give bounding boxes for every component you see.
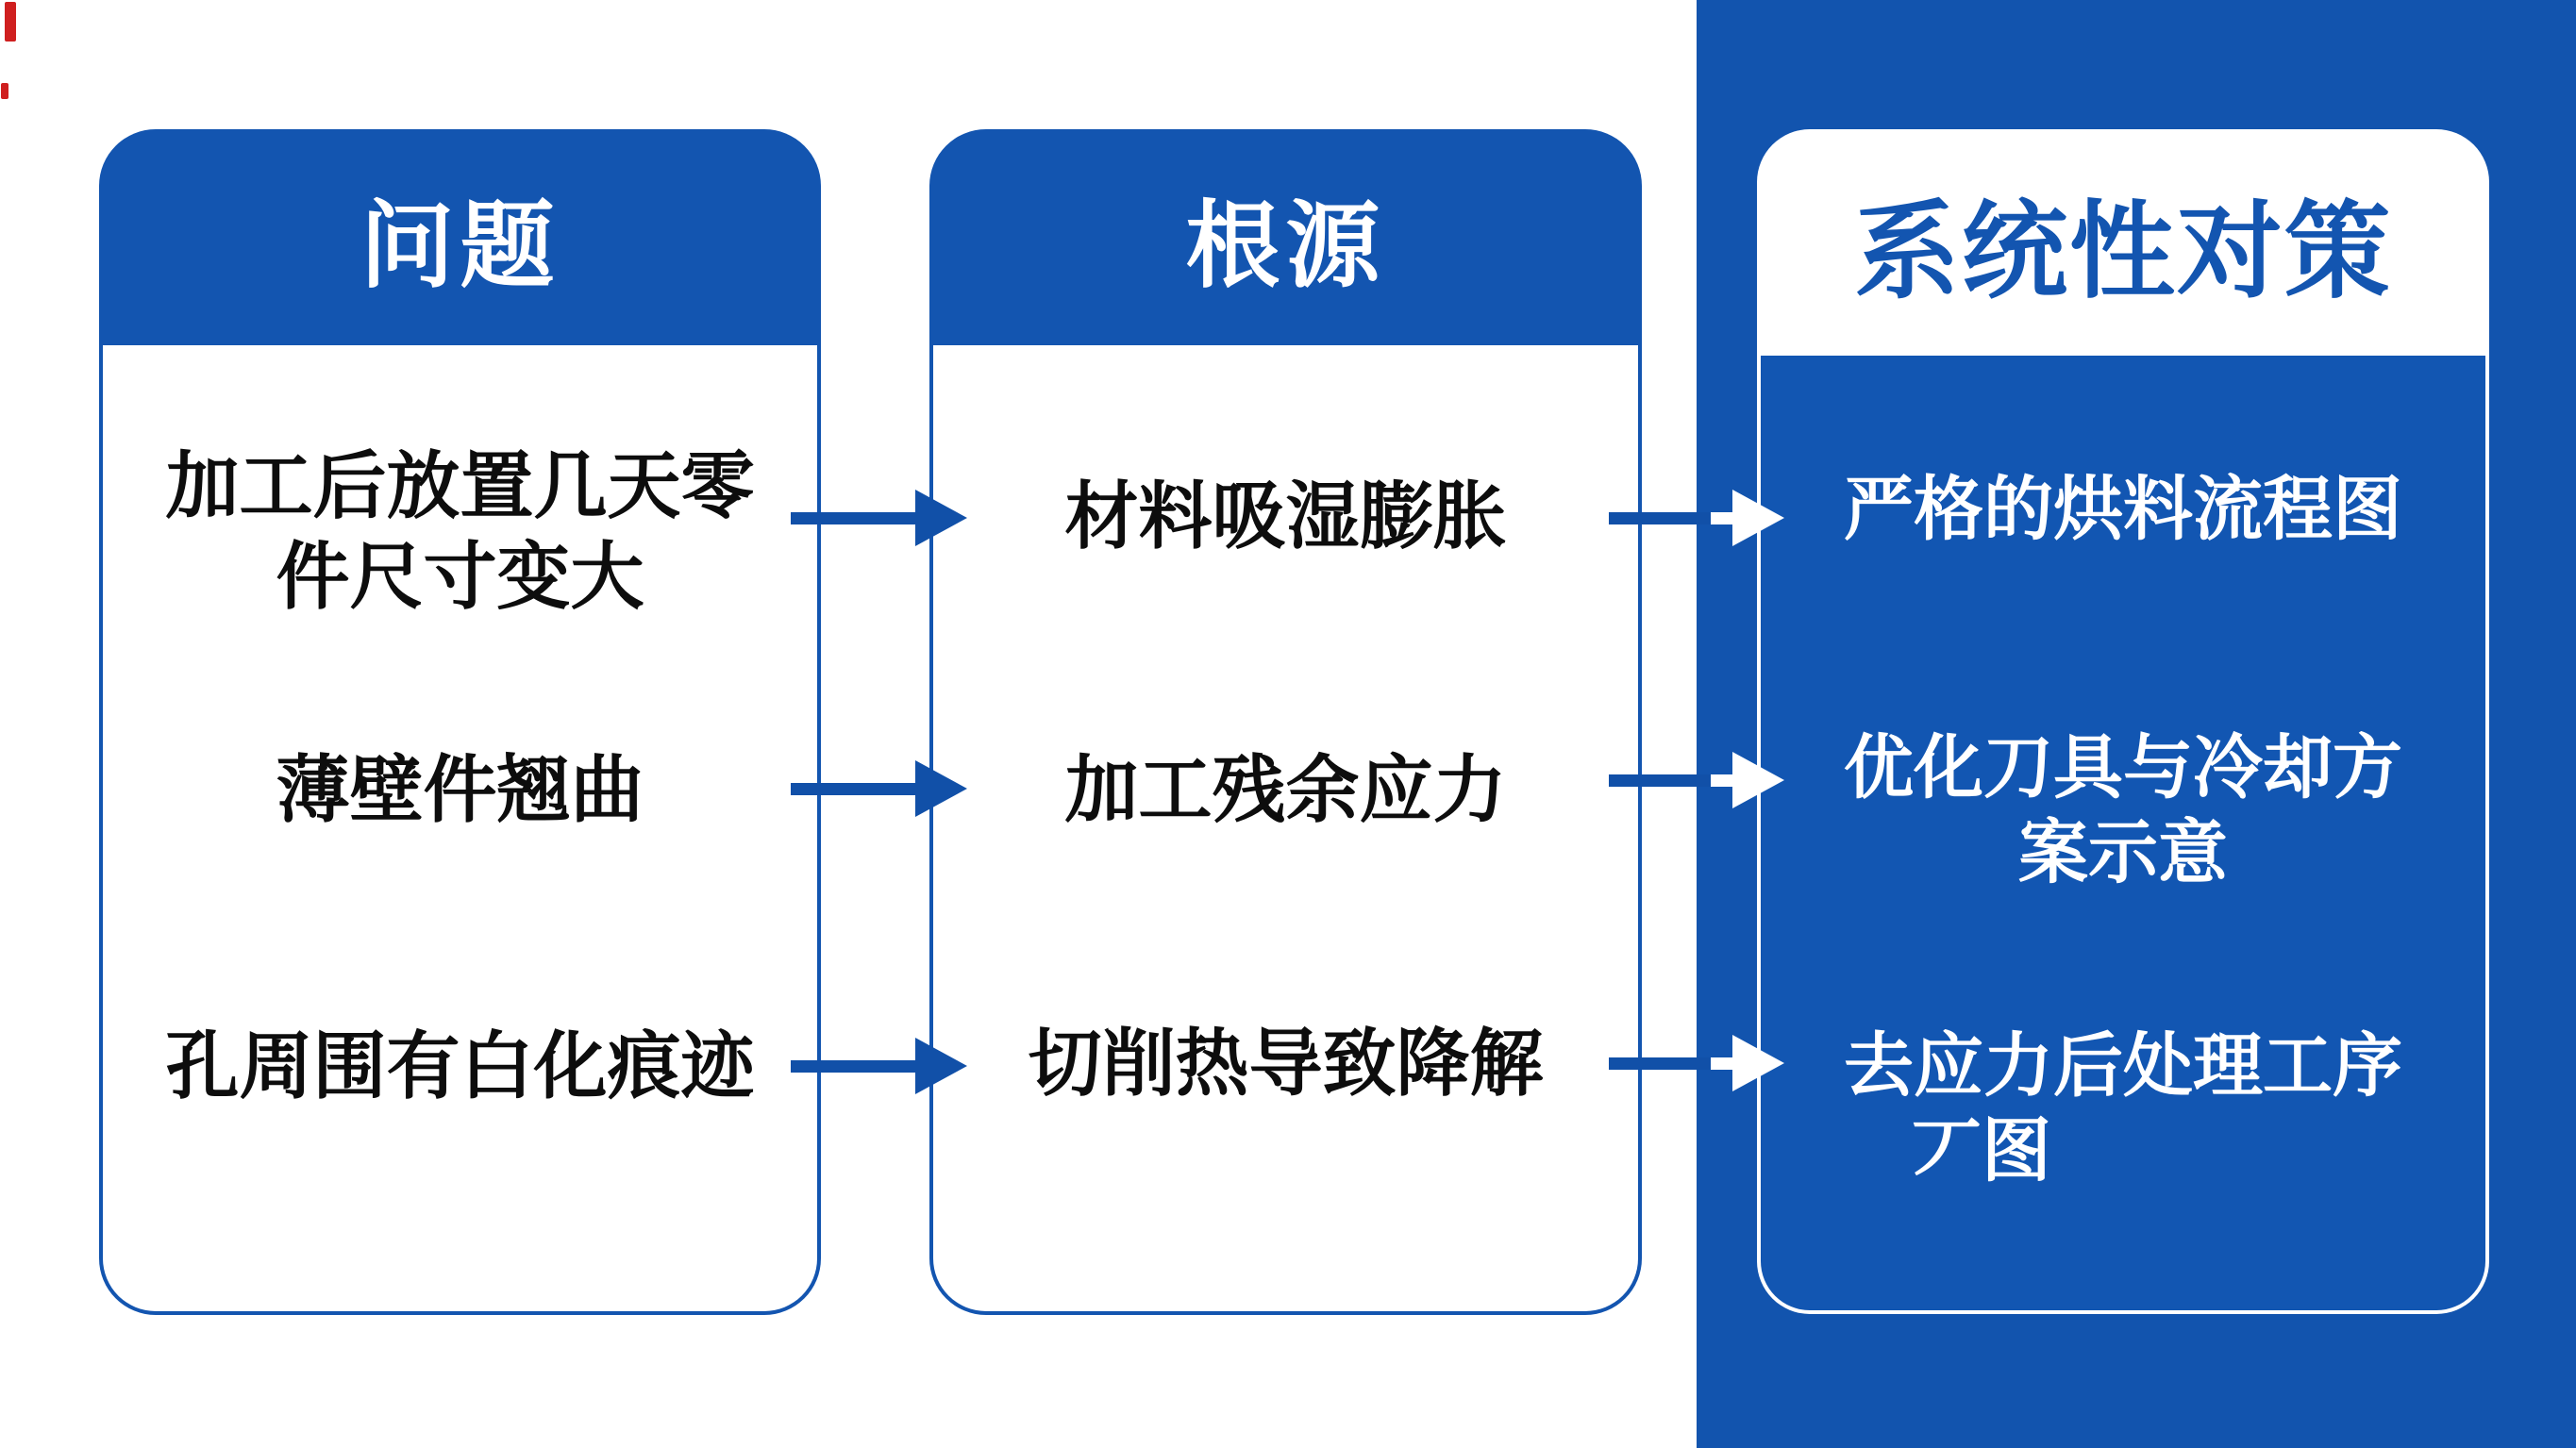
countermeasure-card-header <box>1757 129 2489 356</box>
root-cause-item-3 <box>929 1018 1642 1108</box>
arrow-shaft <box>791 783 915 795</box>
problem-item-3 <box>99 1021 821 1111</box>
countermeasure-item-2 <box>1757 725 2489 895</box>
arrow-right-icon <box>915 490 967 546</box>
root-cause-item-2 <box>929 744 1642 835</box>
arrow-right-icon <box>915 1038 967 1094</box>
arrow-right-icon <box>1732 1035 1784 1091</box>
problem-item-1-line-1: 加工后放置几天零 <box>165 444 755 527</box>
countermeasure-card-title: 系统性对策 <box>1854 191 2392 310</box>
problem-item-3-line-1: 孔周围有白化痕迹 <box>165 1024 755 1107</box>
countermeasure-item-2-line-1: 优化刀具与冷却方 <box>1844 728 2402 807</box>
arrow-shaft <box>1609 774 1711 787</box>
problem-item-1-line-2: 件尺寸变大 <box>276 535 644 618</box>
problem-item-2-line-1: 薄壁件翘曲 <box>276 748 644 831</box>
root-cause-item-1 <box>929 471 1642 561</box>
countermeasure-item-3 <box>1757 1024 2489 1193</box>
arrow-shaft <box>1609 512 1711 524</box>
root-cause-card-title: 根源 <box>1185 192 1386 299</box>
arrow-root-to-countermeasure-3 <box>1609 1035 1784 1091</box>
countermeasure-item-3-line-1: 去应力后处理工序 <box>1844 1026 2402 1105</box>
countermeasure-item-2-line-2: 案示意 <box>2018 813 2228 891</box>
root-cause-card-header <box>929 129 1642 345</box>
root-cause-item-2-line-1: 加工残余应力 <box>1064 748 1507 831</box>
root-cause-item-1-line-1: 材料吸湿膨胀 <box>1064 474 1507 558</box>
arrow-shaft <box>791 512 915 524</box>
problem-card-header <box>99 129 821 345</box>
arrow-root-to-countermeasure-2 <box>1609 752 1784 808</box>
countermeasure-item-3-line-2: 丆图 <box>1912 1111 2051 1190</box>
arrow-right-icon <box>1732 752 1784 808</box>
countermeasure-item-1-line-1: 严格的烘料流程图 <box>1844 470 2402 548</box>
arrow-shaft <box>1609 1057 1711 1070</box>
arrow-right-icon <box>915 760 967 817</box>
arrow-problem-to-root-1 <box>791 490 967 546</box>
arrow-shaft <box>791 1060 915 1073</box>
countermeasure-item-1 <box>1757 467 2489 552</box>
root-cause-item-3-line-1: 切削热导致降解 <box>1028 1022 1544 1105</box>
arrow-problem-to-root-2 <box>791 760 967 817</box>
problem-item-1 <box>99 441 821 622</box>
edge-artifact <box>1 83 8 99</box>
arrow-problem-to-root-3 <box>791 1038 967 1094</box>
arrow-root-to-countermeasure-1 <box>1609 490 1784 546</box>
edge-artifact <box>5 2 16 42</box>
problem-item-2 <box>99 744 821 835</box>
arrow-right-icon <box>1732 490 1784 546</box>
problem-card-title: 问题 <box>360 192 560 299</box>
